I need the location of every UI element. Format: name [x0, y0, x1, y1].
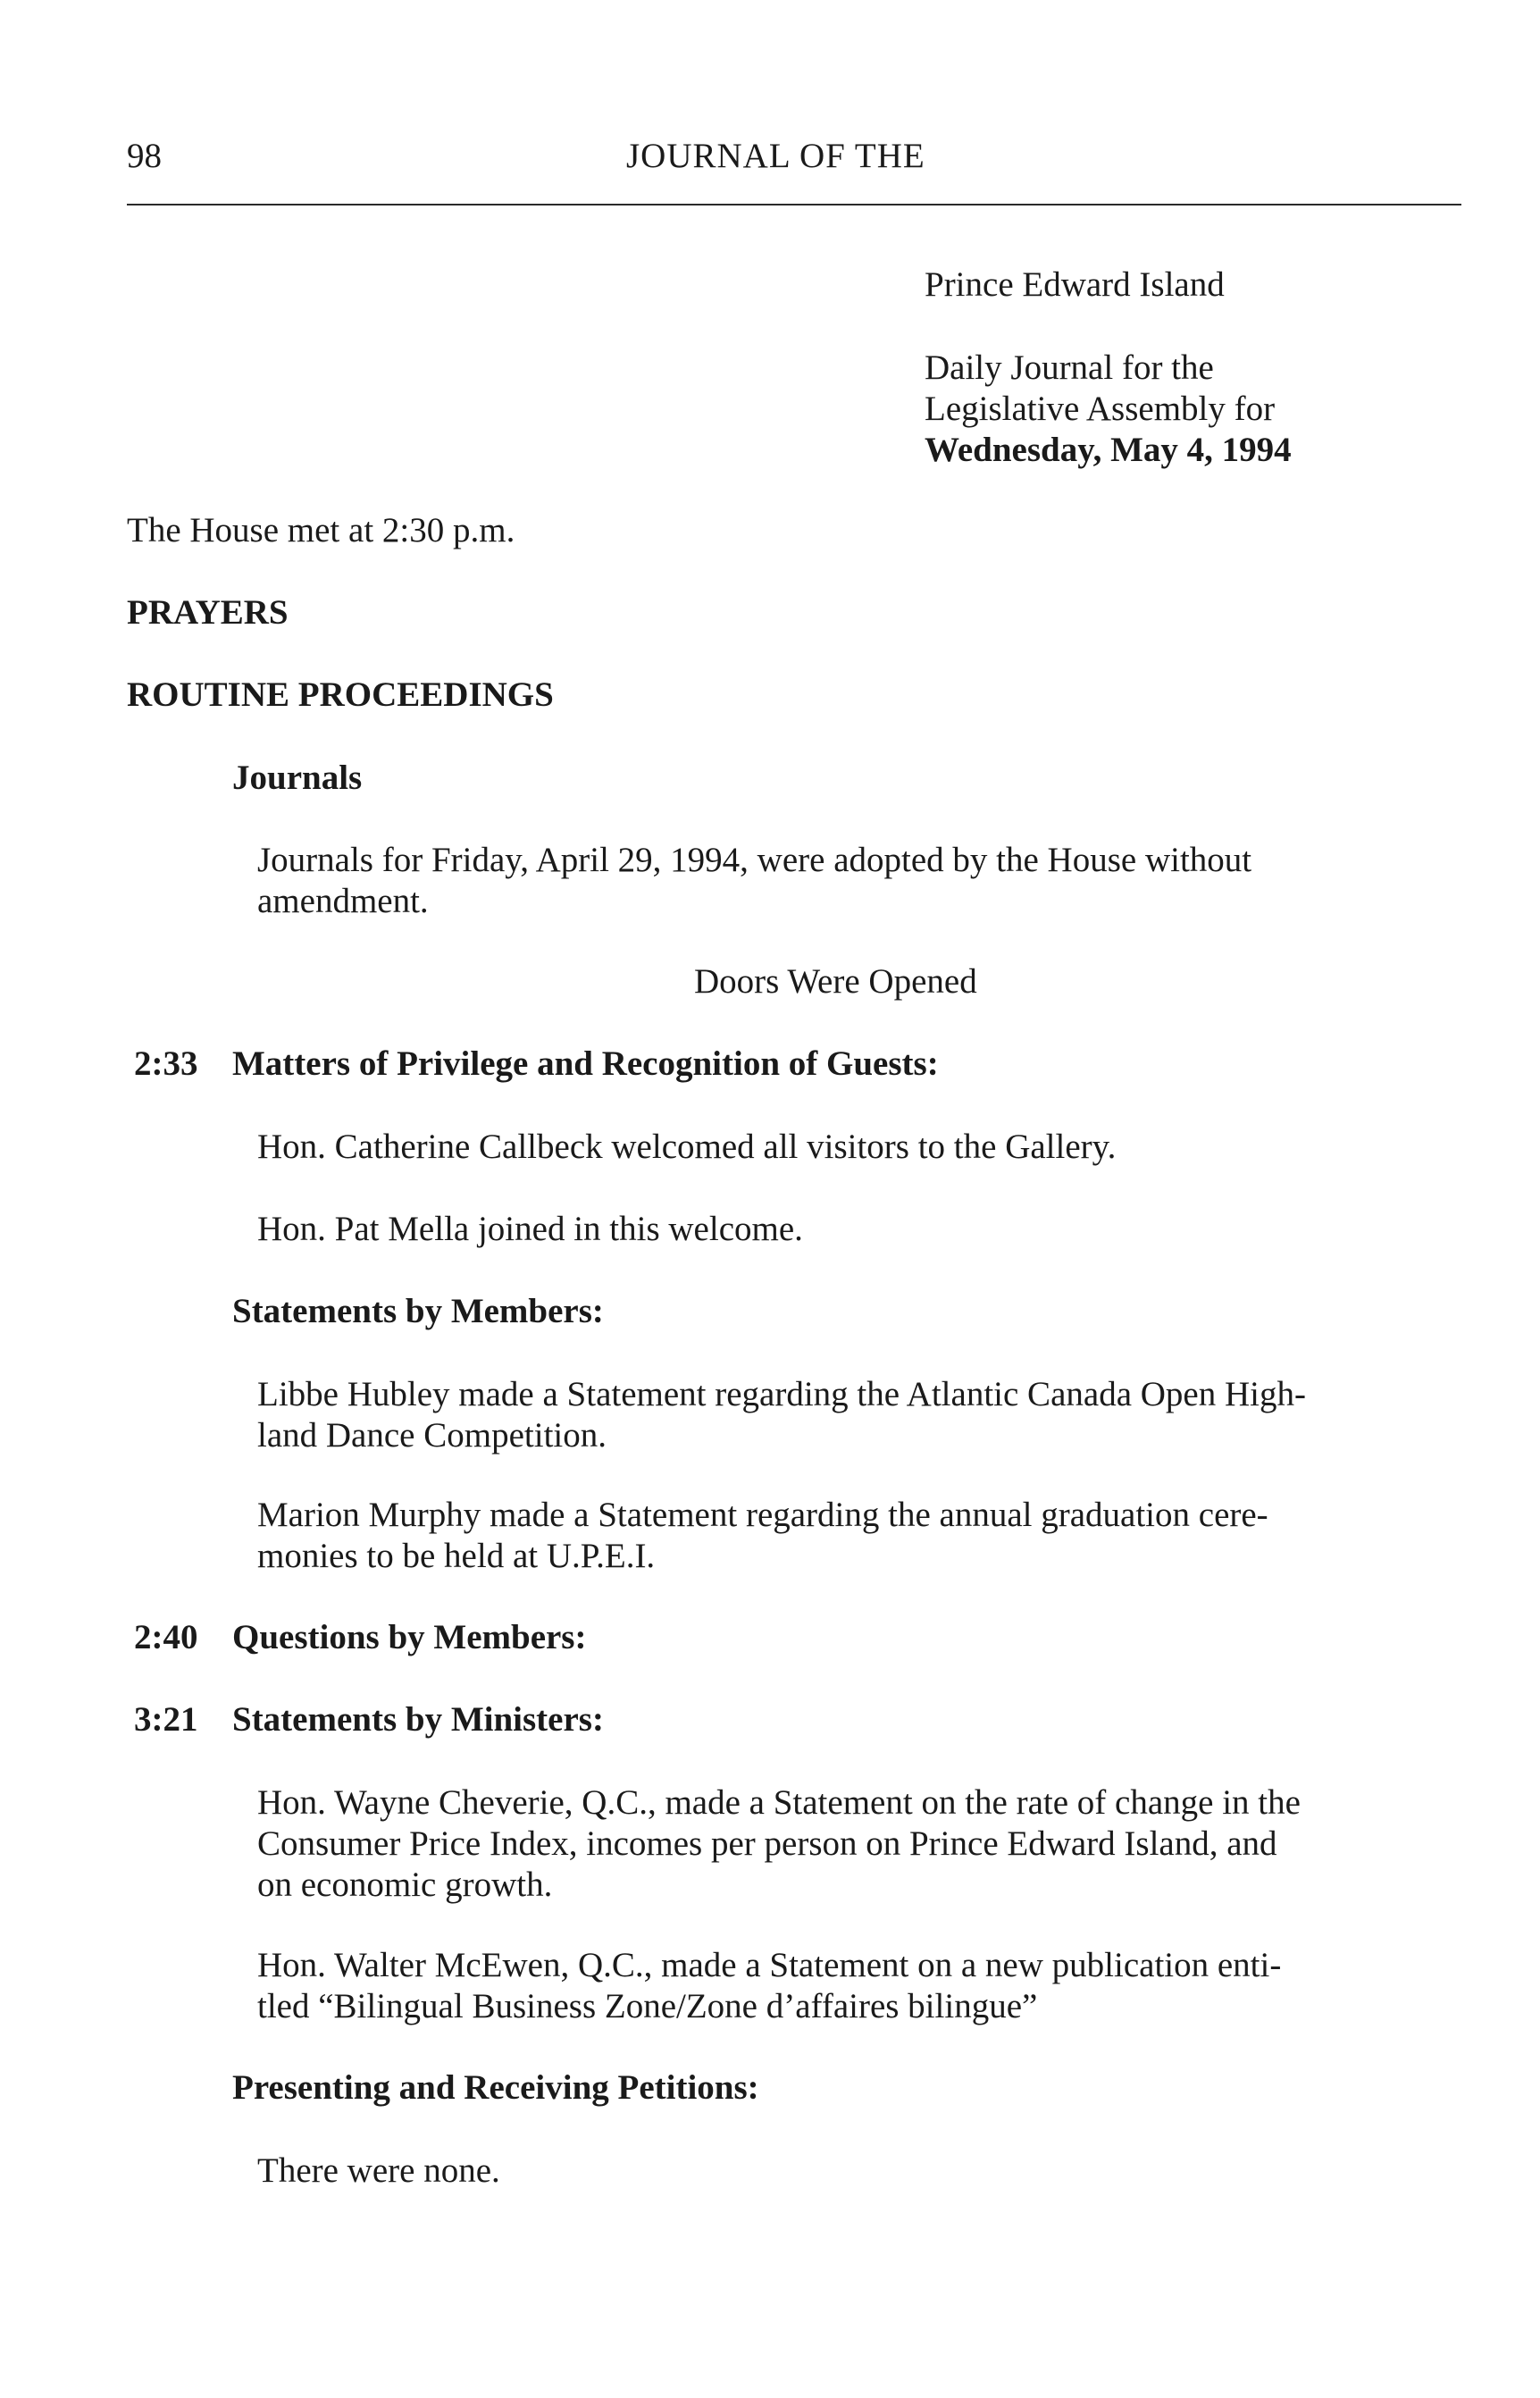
minister-statement-paragraph [257, 1945, 1281, 2027]
journals-paragraph [257, 840, 1251, 922]
privilege-paragraph: Hon. Pat Mella joined in this welcome. [257, 1210, 803, 1248]
statements-members-heading: Statements by Members: [232, 1292, 604, 1330]
petitions-text: There were none. [257, 2151, 500, 2190]
statement-line: on economic growth. [257, 1866, 553, 1904]
journals-line: amendment. [257, 882, 429, 920]
statement-line: tled “Bilingual Business Zone/Zone d’affaires bilingue” [257, 1987, 1038, 2025]
privilege-heading: Matters of Privilege and Recognition of Guests: [232, 1044, 939, 1083]
statement-paragraph [257, 1495, 1268, 1577]
petitions-heading: Presenting and Receiving Petitions: [232, 2068, 759, 2107]
house-met-text: The House met at 2:30 p.m. [127, 511, 515, 549]
masthead-block [925, 348, 1292, 471]
statement-line: Consumer Price Index, incomes per person on Prince Edward Island, and [257, 1824, 1277, 1863]
masthead-place: Prince Edward Island [925, 265, 1225, 304]
masthead-line: Daily Journal for the [925, 348, 1214, 387]
routine-proceedings-heading: ROUTINE PROCEEDINGS [127, 675, 554, 714]
statement-paragraph [257, 1374, 1306, 1456]
journals-line: Journals for Friday, April 29, 1994, were adopted by the House without [257, 841, 1252, 879]
journals-heading: Journals [232, 759, 363, 797]
time-stamp: 2:40 [134, 1618, 198, 1656]
page-number: 98 [127, 137, 162, 175]
privilege-paragraph: Hon. Catherine Callbeck welcomed all visitors to the Gallery. [257, 1128, 1117, 1166]
minister-statement-paragraph [257, 1782, 1301, 1906]
masthead-line: Legislative Assembly for [925, 390, 1276, 428]
questions-heading: Questions by Members: [232, 1618, 587, 1656]
statement-line: Hon. Wayne Cheverie, Q.C., made a Statement on the rate of change in the [257, 1783, 1301, 1822]
statement-line: land Dance Competition. [257, 1416, 607, 1455]
header-rule [127, 204, 1461, 205]
statements-ministers-heading: Statements by Ministers: [232, 1700, 604, 1739]
time-stamp: 2:33 [134, 1044, 198, 1083]
time-stamp: 3:21 [134, 1700, 198, 1739]
statement-line: Marion Murphy made a Statement regarding the annual graduation cere- [257, 1496, 1268, 1534]
statement-line: Libbe Hubley made a Statement regarding the Atlantic Canada Open High- [257, 1375, 1306, 1413]
statement-line: Hon. Walter McEwen, Q.C., made a Statement on a new publication enti- [257, 1946, 1282, 1984]
statement-line: monies to be held at U.P.E.I. [257, 1537, 656, 1575]
masthead-date: Wednesday, May 4, 1994 [925, 431, 1292, 469]
doors-opened-text: Doors Were Opened [694, 962, 977, 1001]
prayers-heading: PRAYERS [127, 593, 289, 632]
running-title: JOURNAL OF THE [626, 137, 925, 175]
